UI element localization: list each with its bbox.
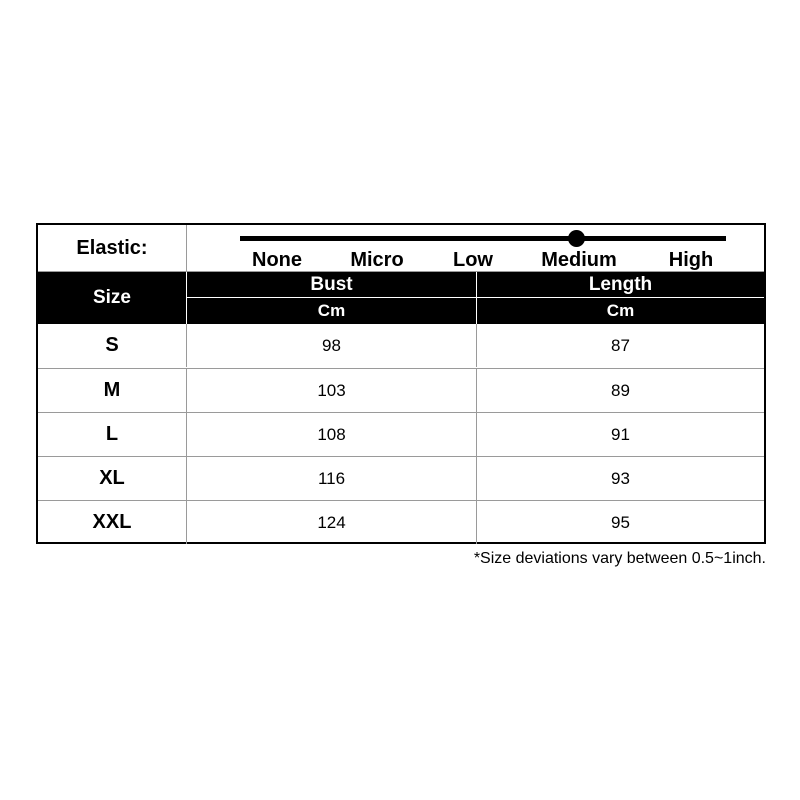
- size-cell: S: [38, 324, 187, 367]
- size-cell: M: [38, 369, 187, 412]
- bust-cell: 124: [187, 501, 477, 544]
- length-cell: 93: [611, 469, 630, 488]
- size-chart: [36, 223, 766, 544]
- bust-cell: 108: [187, 413, 477, 456]
- table-row: [38, 500, 764, 544]
- elastic-option-medium: Medium: [541, 249, 617, 271]
- elastic-level-indicator: [568, 230, 585, 247]
- size-cell: L: [38, 413, 187, 456]
- elastic-scale-bar: [240, 236, 726, 241]
- size-cell: XXL: [38, 501, 187, 544]
- length-cell: 91: [611, 425, 630, 444]
- elastic-row: [38, 225, 764, 272]
- header-bust-unit: Cm: [317, 301, 346, 320]
- bust-cell: 103: [187, 369, 477, 412]
- table-row: [38, 456, 764, 500]
- header-bust: Bust: [187, 272, 476, 298]
- table-row: [38, 412, 764, 456]
- elastic-scale: [187, 225, 764, 271]
- length-cell: 89: [611, 381, 630, 400]
- bust-cell: 116: [187, 457, 477, 500]
- table-header: [38, 272, 764, 324]
- bust-cell: 98: [187, 324, 477, 367]
- size-deviation-note: *Size deviations vary between 0.5~1inch.: [473, 550, 766, 567]
- header-bust-column: [187, 272, 477, 324]
- header-length-unit: Cm: [606, 301, 635, 320]
- length-cell: 87: [611, 336, 630, 355]
- elastic-option-micro: Micro: [350, 249, 404, 271]
- size-cell: XL: [38, 457, 187, 500]
- header-length: Length: [477, 272, 764, 298]
- header-length-column: [477, 272, 764, 324]
- table-row: [38, 324, 764, 368]
- table-row: [38, 368, 764, 412]
- elastic-option-high: High: [668, 249, 714, 271]
- elastic-option-low: Low: [453, 249, 493, 271]
- table-body: [38, 324, 764, 544]
- header-size: Size: [38, 272, 187, 324]
- length-cell: 95: [611, 513, 630, 532]
- elastic-option-none: None: [252, 249, 302, 271]
- elastic-label: Elastic:: [38, 225, 187, 271]
